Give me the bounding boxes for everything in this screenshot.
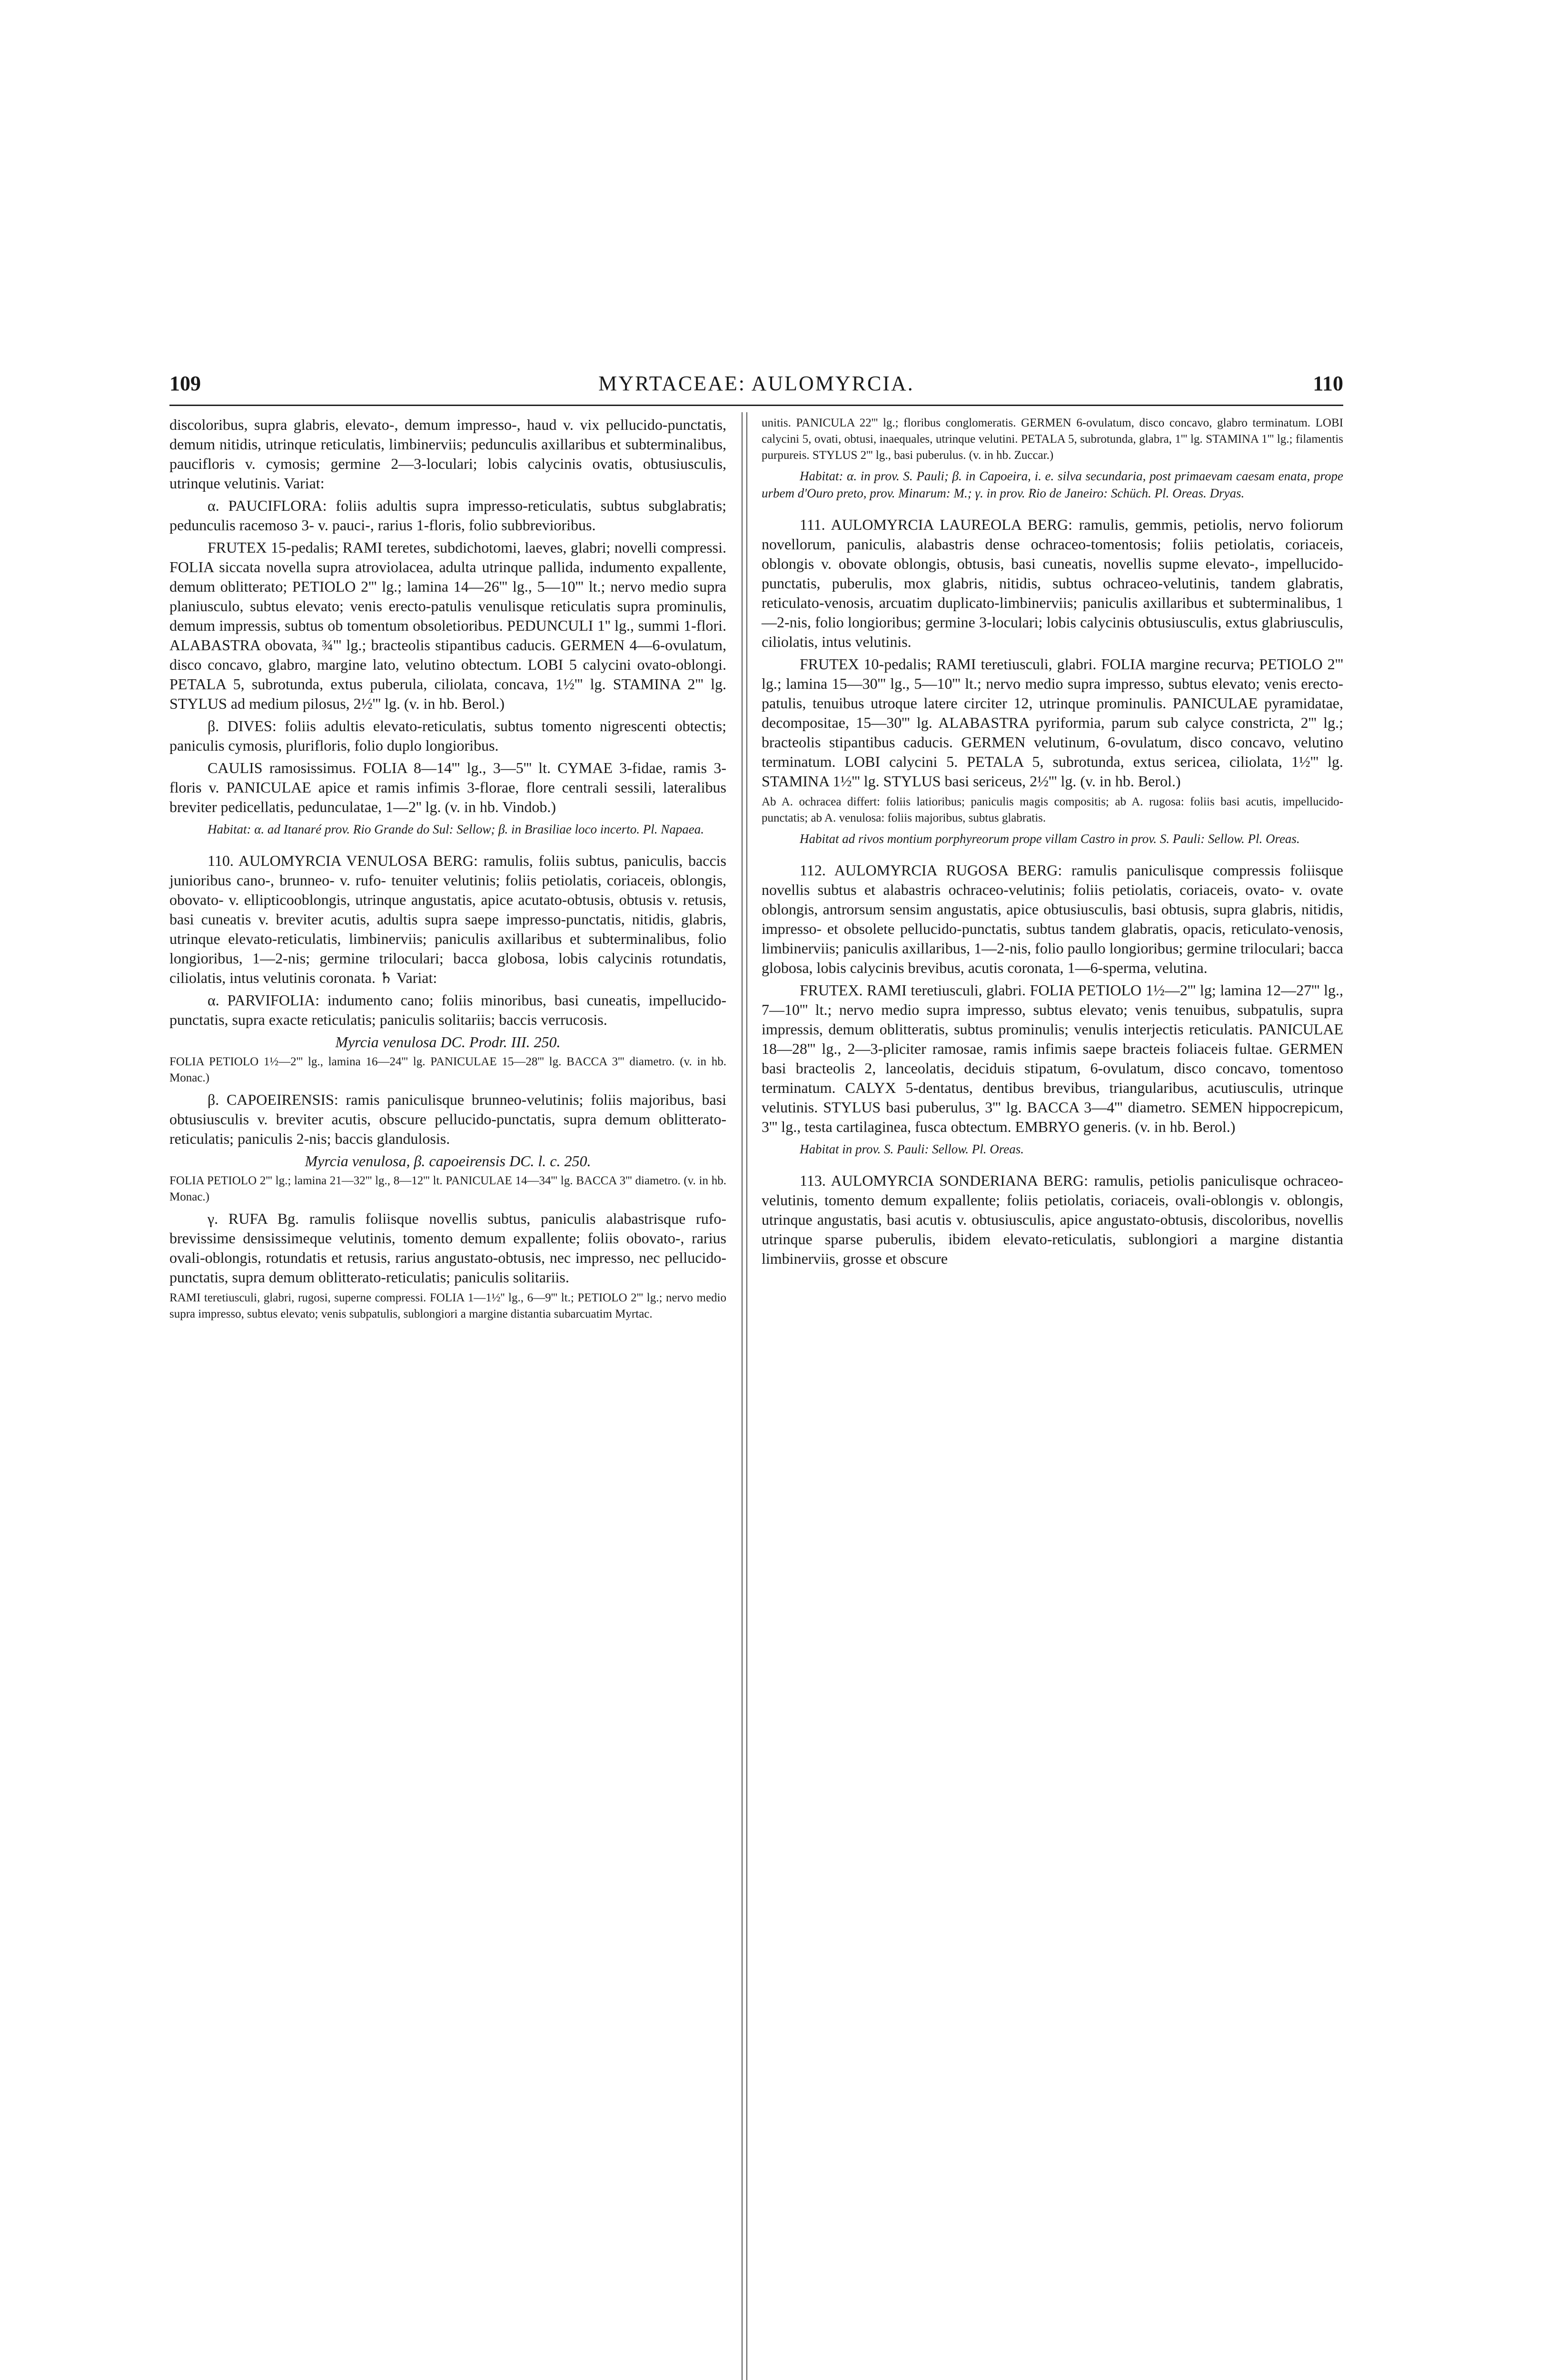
text-paragraph: Habitat: α. ad Itanaré prov. Rio Grande do Sul: Sellow; β. in Brasiliae loco incerto. Pl. Napaea.	[208, 822, 704, 836]
text-paragraph: FRUTEX. RAMI teretiusculi, glabri. FOLIA PETIOLO 1½—2''' lg; lamina 12—27''' lg., 7—10''' lt.; nervo medio supra impresso, subtus elevato; venis tenuibus, subpatulis, supra impressis, demum oblitteratis, subtus prominulis; venulis interjectis reticulatis. PANICULAE 18—28''' lg., 2—3-pliciter ramosae, ramis infimis saepe bracteis foliaceis fultae. GERMEN basi bracteolis 2, lanceolatis, deciduis stipatum, 6-ovulatum, disco concavo, tomentoso terminatum. CALYX 5-dentatus, dentibus brevibus, triangularibus, acutiusculis, utrinque velutinis. STYLUS basi puberulus, 3''' lg. BACCA 3—4''' diametro. SEMEN hippocrepicum, 3''' lg., testa cartilaginea, fusca obtectum. EMBRYO generis. (v. in hb. Berol.)	[762, 982, 1343, 1135]
text-paragraph: α. PAUCIFLORA: foliis adultis supra impresso-reticulatis, subtus subglabratis; pedunculis racemoso 3- v. pauci-, rarius 1-floris, folio subbrevioribus.	[169, 497, 726, 534]
text-paragraph: 111. AULOMYRCIA LAUREOLA BERG: ramulis, gemmis, petiolis, nervo foliorum novellorum, paniculis, alabastris dense ochraceo-tomentosis; foliis petiolatis, coriaceis, oblongis v. obovate oblongis, obtusis, basi cuneatis, novellis supme elevato-, impellucido-punctatis, puberulis, mox glabris, nitidis, subtus ochraceo-velutinis, tandem glabratis, reticulato-venosis, arcuatim duplicato-limbinerviis; paniculis axillaribus et subterminalibus, 1—2-nis, folio longioribus; germine 3-loculari; lobis calycinis obtusiusculis, extus glabriusculis, ciliolatis, intus velutinis.	[762, 516, 1343, 650]
text-paragraph: FRUTEX 15-pedalis; RAMI teretes, subdichotomi, laeves, glabri; novelli compressi. FOLIA siccata novella supra atroviolacea, adulta utrinque pallida, indumento expallente, demum oblitterato; PETIOLO 2''' lg.; lamina 14—26''' lg., 5—10''' lt.; nervo medio supra planiusculo, subtus elevato; venis erecto-patulis venulisque reticulatis supra prominulis, demum impressis, subtus ob tomentum obsoletioribus. PEDUNCULI 1'' lg., summi 1-flori. ALABASTRA obovata, ¾''' lg.; bracteolis stipantibus caducis. GERMEN 4—6-ovulatum, disco concavo, glabro, margine lato, velutino obtectum. LOBI 5 calycini ovato-oblongi. PETALA 5, subrotunda, extus puberula, ciliolata, concava, 1½''' lg. STAMINA 2''' lg. STYLUS ad medium pilosus, 2½''' lg. (v. in hb. Berol.)	[169, 539, 726, 712]
text-paragraph: Myrcia venulosa, β. capoeirensis DC. l. c. 250.	[305, 1152, 591, 1170]
text-paragraph: Ab A. ochracea differt: foliis latioribus; paniculis magis compositis; ab A. rugosa: foliis basi acutis, impellucido-punctatis; ab A. venulosa: foliis majoribus, subtus glabratis.	[762, 795, 1343, 824]
text-paragraph: α. PARVIFOLIA: indumento cano; foliis minoribus, basi cuneatis, impellucido-punctatis, supra exacte reticulatis; paniculis solitariis; baccis verrucosis.	[169, 992, 726, 1028]
text-paragraph: γ. RUFA Bg. ramulis foliisque novellis subtus, paniculis alabastrisque rufo- brevissime densissimeque velutinis, tomento demum expallente; foliis obovato-, rarius ovali-oblongis, rotundatis et retusis, rarius angustato-obtusis, nec impresso, nec pellucido-punctatis, supra demum oblitterato-reticulatis; paniculis solitariis.	[169, 1210, 726, 1286]
text-paragraph: 110. AULOMYRCIA VENULOSA BERG: ramulis, foliis subtus, paniculis, baccis junioribus cano-, brunneo- v. rufo- tenuiter velutinis; foliis petiolatis, coriaceis, oblongis, obovato- v. ellipticooblongis, utrinque angustatis, apice acutato-obtusis, obtusis v. retusis, basi cuneatis v. breviter acutis, adultis supra saepe impresso-punctatis, nitidis, glabris, utrinque elevato-reticulatis, limbinerviis; paniculis axillaribus et subterminalibus, folio longioribus, 1—2-nis; germine triloculari; bacca globosa, lobis calycinis rotundatis, ciliolatis, intus velutinis coronata. ♄ Variat:	[169, 852, 726, 986]
left-column	[169, 415, 726, 1326]
page-number-right: 110	[1313, 372, 1343, 395]
text-paragraph: 113. AULOMYRCIA SONDERIANA BERG: ramulis, petiolis paniculisque ochraceo-velutinis, tomento demum expallente; foliis petiolatis, coriaceis, ovali-oblongis v. oblongis, utrinque angustatis, basi acutis v. obtusiusculis, apice angustato-obtusis, discoloribus, novellis utrinque sparse puberulis, ibidem elevato-reticulatis, sublongiori a margine distantia limbinerviis, grosse et obscure	[762, 1172, 1343, 1267]
text-paragraph: discoloribus, supra glabris, elevato-, demum impresso-, haud v. vix pellucido-punctatis, demum nitidis, utrinque reticulatis, limbinerviis; pedunculis axillaribus et subterminalibus, paucifloris v. cymosis; germine 2—3-loculari; lobis calycinis ovatis, obtusiusculis, utrinque velutinis. Variat:	[169, 416, 726, 492]
text-paragraph: CAULIS ramosissimus. FOLIA 8—14''' lg., 3—5''' lt. CYMAE 3-fidae, ramis 3-floris v. PANICULAE apice et ramis infimis 3-florae, flore centrali sessili, lateralibus breviter pedicellatis, pedunculatae, 1—2'' lg. (v. in hb. Vindob.)	[169, 759, 726, 815]
text-paragraph: 112. AULOMYRCIA RUGOSA BERG: ramulis paniculisque compressis foliisque novellis subtus et alabastris ochraceo-velutinis; foliis petiolatis, coriaceis, ovato- v. ovate oblongis, antrorsum sensim angustatis, apice obtusiusculis, basi obtusis, supra glabris, nitidis, impresso- et obsolete pellucido-punctatis, subtus tandem glabratis, opacis, reticulato-venosis, limbinerviis; paniculis axillaribus, 1—2-nis, folio paullo longioribus; germine triloculari; bacca globosa, lobis calycinis brevibus, acutis coronata, 1—6-sperma, velutina.	[762, 862, 1343, 976]
page-number-left: 109	[169, 372, 201, 395]
text-paragraph: Habitat: α. in prov. S. Pauli; β. in Capoeira, i. e. silva secundaria, post primaevam caesam enata, prope urbem d'Ouro preto, prov. Minarum: M.; γ. in prov. Rio de Janeiro: Schüch. Pl. Oreas. Dryas.	[762, 469, 1343, 500]
right-column	[762, 415, 1343, 1271]
text-paragraph: unitis. PANICULA 22''' lg.; floribus conglomeratis. GERMEN 6-ovulatum, disco concavo, glabro terminatum. LOBI calycini 5, ovati, obtusi, inaequales, utrinque velutini. PETALA 5, subrotunda, glabra, 1''' lg. STAMINA 1''' lg.; filamentis purpureis. STYLUS 2''' lg., basi puberulus. (v. in hb. Zuccar.)	[762, 416, 1343, 462]
running-header	[169, 371, 1343, 400]
text-paragraph: RAMI teretiusculi, glabri, rugosi, superne compressi. FOLIA 1—1½'' lg., 6—9''' lt.; PETIOLO 2''' lg.; nervo medio supra impresso, subtus elevato; venis subpatulis, sublongiori a margine distantia subarcuatim Myrtac.	[169, 1291, 726, 1320]
text-paragraph: β. DIVES: foliis adultis elevato-reticulatis, subtus tomento nigrescenti obtectis; paniculis cymosis, plurifloris, folio duplo longioribus.	[169, 717, 726, 754]
text-paragraph: Habitat ad rivos montium porphyreorum prope villam Castro in prov. S. Pauli: Sellow. Pl. Oreas.	[800, 832, 1300, 846]
text-paragraph: FOLIA PETIOLO 1½—2''' lg., lamina 16—24''' lg. PANICULAE 15—28''' lg. BACCA 3''' diametro. (v. in hb. Monac.)	[169, 1055, 726, 1084]
text-paragraph: Myrcia venulosa DC. Prodr. III. 250.	[335, 1033, 561, 1051]
column-divider-second-line	[746, 412, 747, 2380]
text-paragraph: β. CAPOEIRENSIS: ramis paniculisque brunneo-velutinis; foliis majoribus, basi obtusiusculis v. breviter acutis, obscure pellucido-punctatis, supra demum oblitterato-reticulatis; paniculis 2-nis; baccis glandulosis.	[169, 1091, 726, 1147]
running-title: MYRTACEAE: AULOMYRCIA.	[598, 372, 914, 395]
text-paragraph: Habitat in prov. S. Pauli: Sellow. Pl. Oreas.	[800, 1142, 1024, 1156]
text-paragraph: FRUTEX 10-pedalis; RAMI teretiusculi, glabri. FOLIA margine recurva; PETIOLO 2''' lg.; lamina 15—30''' lg., 5—10''' lt.; nervo medio supra impresso, subtus elevato; venis erecto-patulis, tenuibus utroque latere circiter 12, utrinque prominulis. PANICULAE pyramidatae, decompositae, 15—30''' lg. ALABASTRA pyriformia, parum sub calyce constricta, 2''' lg.; bracteolis stipantibus caducis. GERMEN velutinum, 6-ovulatum, disco concavo, velutino terminatum. LOBI calycini 5. PETALA 5, subrotunda, extus sericea, ciliolata, 1½''' lg. STAMINA 1½''' lg. STYLUS basi sericeus, 2½''' lg. (v. in hb. Berol.)	[762, 655, 1343, 790]
text-paragraph: FOLIA PETIOLO 2''' lg.; lamina 21—32''' lg., 8—12''' lt. PANICULAE 14—34''' lg. BACCA 3''' diametro. (v. in hb. Monac.)	[169, 1174, 726, 1203]
column-divider	[742, 412, 743, 2380]
header-rule	[169, 405, 1343, 406]
